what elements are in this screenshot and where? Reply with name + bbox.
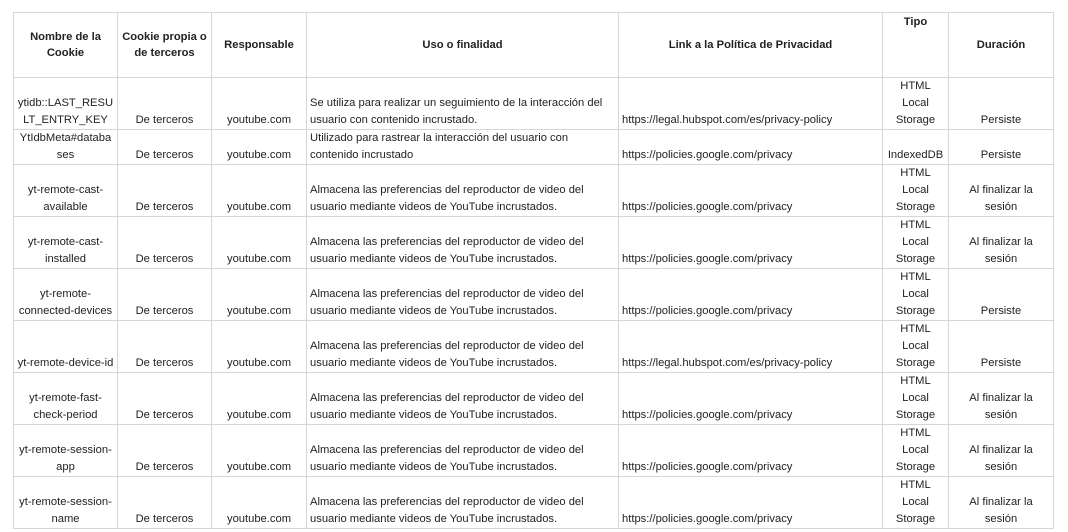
table-row — [14, 165, 1054, 217]
cell-uso: Almacena las preferencias del reproductor de video del usuario mediante videos de YouTube incrustados. — [307, 425, 619, 477]
cell-uso: Utilizado para rastrear la interacción del usuario con contenido incrustado — [307, 130, 619, 165]
header-uso: Uso o finalidad — [307, 13, 619, 78]
header-link: Link a la Política de Privacidad — [619, 13, 883, 78]
cell-propia: De terceros — [118, 425, 212, 477]
cell-uso: Almacena las preferencias del reproductor de video del usuario mediante videos de YouTube incrustados. — [307, 217, 619, 269]
cell-link[interactable]: https://legal.hubspot.com/es/privacy-policy — [619, 78, 883, 130]
cell-duracion: Al finalizar la sesión — [949, 373, 1054, 425]
table-row — [14, 217, 1054, 269]
cell-tipo: HTML Local Storage — [883, 373, 949, 425]
cell-duracion: Al finalizar la sesión — [949, 165, 1054, 217]
header-tipo: Tipo — [883, 13, 949, 78]
cell-propia: De terceros — [118, 78, 212, 130]
cell-responsable: youtube.com — [212, 425, 307, 477]
cell-duracion: Al finalizar la sesión — [949, 217, 1054, 269]
cell-propia: De terceros — [118, 130, 212, 165]
cell-nombre: yt-remote-session-app — [14, 425, 118, 477]
cell-propia: De terceros — [118, 269, 212, 321]
cell-link[interactable]: https://policies.google.com/privacy — [619, 269, 883, 321]
cell-duracion: Persiste — [949, 130, 1054, 165]
cell-link[interactable]: https://policies.google.com/privacy — [619, 425, 883, 477]
cell-link[interactable]: https://policies.google.com/privacy — [619, 217, 883, 269]
table-row — [14, 130, 1054, 165]
cell-tipo: HTML Local Storage — [883, 78, 949, 130]
cell-responsable: youtube.com — [212, 269, 307, 321]
cell-propia: De terceros — [118, 217, 212, 269]
table-row — [14, 78, 1054, 130]
cell-nombre: yt-remote-cast-available — [14, 165, 118, 217]
cell-tipo: HTML Local Storage — [883, 321, 949, 373]
cell-nombre: YtIdbMeta#databases — [14, 130, 118, 165]
cell-responsable: youtube.com — [212, 373, 307, 425]
cell-uso: Almacena las preferencias del reproductor de video del usuario mediante videos de YouTube incrustados. — [307, 477, 619, 529]
cell-responsable: youtube.com — [212, 130, 307, 165]
cell-tipo: HTML Local Storage — [883, 477, 949, 529]
cell-link[interactable]: https://policies.google.com/privacy — [619, 165, 883, 217]
cell-duracion: Persiste — [949, 269, 1054, 321]
cell-propia: De terceros — [118, 373, 212, 425]
header-responsable: Responsable — [212, 13, 307, 78]
cell-uso: Almacena las preferencias del reproductor de video del usuario mediante videos de YouTube incrustados. — [307, 373, 619, 425]
cell-responsable: youtube.com — [212, 217, 307, 269]
table-row — [14, 477, 1054, 529]
cell-tipo: HTML Local Storage — [883, 165, 949, 217]
table-row — [14, 425, 1054, 477]
cell-link[interactable]: https://policies.google.com/privacy — [619, 130, 883, 165]
cell-propia: De terceros — [118, 477, 212, 529]
cell-nombre: ytidb::LAST_RESULT_ENTRY_KEY — [14, 78, 118, 130]
cell-responsable: youtube.com — [212, 165, 307, 217]
cell-propia: De terceros — [118, 321, 212, 373]
header-propia: Cookie propia o de terceros — [118, 13, 212, 78]
table-row — [14, 269, 1054, 321]
cell-nombre: yt-remote-session-name — [14, 477, 118, 529]
cell-nombre: yt-remote-device-id — [14, 321, 118, 373]
cell-uso: Almacena las preferencias del reproductor de video del usuario mediante videos de YouTube incrustados. — [307, 165, 619, 217]
cell-uso: Se utiliza para realizar un seguimiento de la interacción del usuario con contenido incrustado. — [307, 78, 619, 130]
cell-tipo: HTML Local Storage — [883, 269, 949, 321]
cell-duracion: Persiste — [949, 321, 1054, 373]
cell-responsable: youtube.com — [212, 477, 307, 529]
cell-link[interactable]: https://policies.google.com/privacy — [619, 373, 883, 425]
cell-uso: Almacena las preferencias del reproductor de video del usuario mediante videos de YouTube incrustados. — [307, 321, 619, 373]
cell-tipo: HTML Local Storage — [883, 217, 949, 269]
cell-duracion: Persiste — [949, 78, 1054, 130]
cell-duracion: Al finalizar la sesión — [949, 425, 1054, 477]
cell-link[interactable]: https://legal.hubspot.com/es/privacy-policy — [619, 321, 883, 373]
cell-nombre: yt-remote-fast-check-period — [14, 373, 118, 425]
table-row — [14, 373, 1054, 425]
header-duracion: Duración — [949, 13, 1054, 78]
cell-duracion: Al finalizar la sesión — [949, 477, 1054, 529]
cell-tipo: HTML Local Storage — [883, 425, 949, 477]
table-row — [14, 321, 1054, 373]
cell-nombre: yt-remote-cast-installed — [14, 217, 118, 269]
cell-link[interactable]: https://policies.google.com/privacy — [619, 477, 883, 529]
cell-tipo: IndexedDB — [883, 130, 949, 165]
cell-responsable: youtube.com — [212, 321, 307, 373]
header-nombre: Nombre de la Cookie — [14, 13, 118, 78]
header-row — [14, 13, 1054, 78]
cell-propia: De terceros — [118, 165, 212, 217]
cell-uso: Almacena las preferencias del reproductor de video del usuario mediante videos de YouTube incrustados. — [307, 269, 619, 321]
cell-responsable: youtube.com — [212, 78, 307, 130]
cookies-table — [13, 12, 1054, 529]
cell-nombre: yt-remote-connected-devices — [14, 269, 118, 321]
